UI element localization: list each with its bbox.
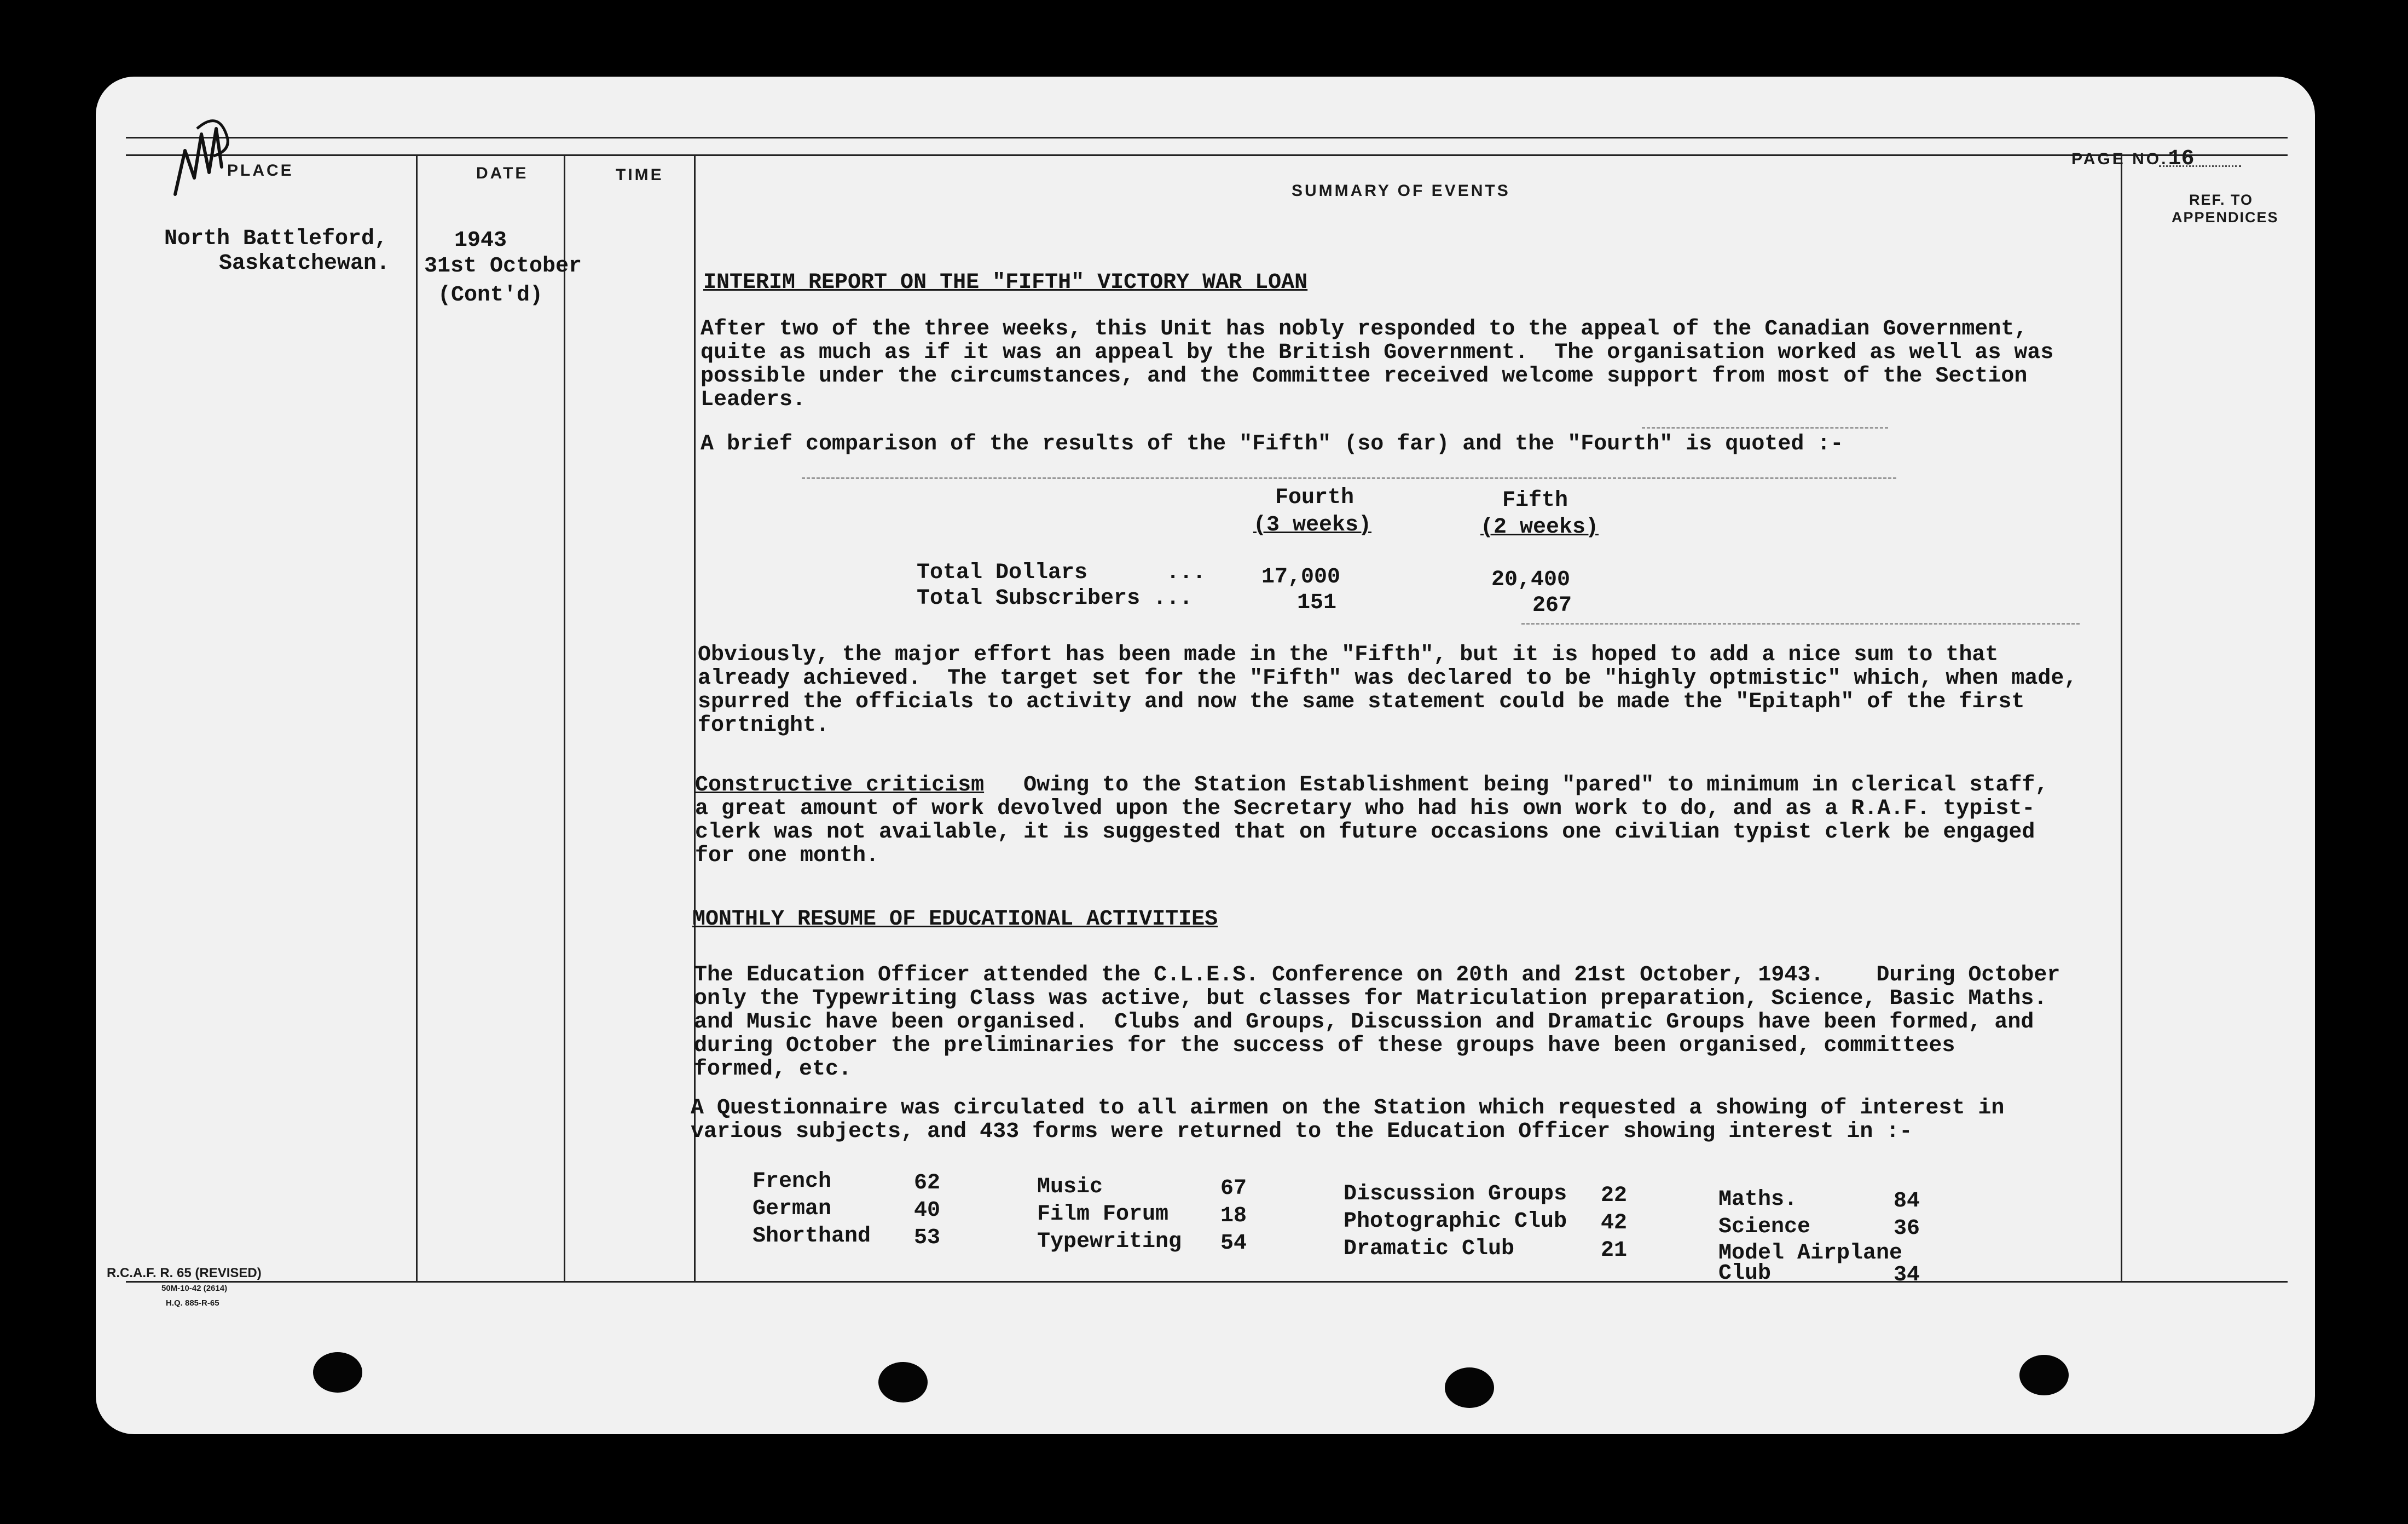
place-line1: North Battleford, [164, 227, 388, 251]
column-divider [416, 154, 418, 1281]
interest-name: French [752, 1169, 832, 1194]
interest-count: 36 [1894, 1216, 1920, 1241]
interest-count: 18 [1220, 1204, 1247, 1228]
header-bottom-rule [126, 154, 2288, 156]
table-col1-title: Fourth [1275, 486, 1354, 510]
section2-para2-line: A Questionnaire was circulated to all airmen on the Station which requested a showing of interest in [691, 1096, 2005, 1121]
table-row-label: Total Dollars ... [917, 561, 1206, 585]
column-divider [2121, 154, 2122, 1281]
section1-para3-line: fortnight. [698, 713, 830, 738]
footer-rule [126, 1281, 2288, 1283]
criticism-line: a great amount of work devolved upon the Secretary who had his own work to do, and as a R.A.F. typist- [695, 796, 2035, 821]
header-date: DATE [476, 164, 529, 182]
interest-name: Model Airplane [1718, 1241, 1903, 1266]
header-place: PLACE [227, 161, 294, 180]
criticism-heading: Constructive criticism [695, 773, 985, 798]
date-day: 31st October [424, 254, 582, 279]
section2-title: MONTHLY RESUME OF EDUCATIONAL ACTIVITIES [692, 907, 1218, 932]
place-line2: Saskatchewan. [219, 251, 390, 276]
criticism-line-1 [695, 773, 2048, 797]
header-summary: SUMMARY OF EVENTS [1292, 182, 1510, 200]
faint-dashed-mark [1642, 427, 1888, 429]
date-year: 1943 [454, 228, 507, 253]
interest-name: Shorthand [752, 1224, 871, 1249]
table-col2-sub: (2 weeks) [1480, 515, 1599, 540]
form-id-line1: R.C.A.F. R. 65 (REVISED) [107, 1266, 262, 1280]
interest-name: Discussion Groups [1344, 1182, 1567, 1206]
table-col2-title: Fifth [1502, 488, 1568, 513]
interest-name: Photographic Club [1344, 1209, 1567, 1234]
handwritten-initials [164, 112, 235, 200]
table-col1-sub: (3 weeks) [1253, 513, 1372, 538]
header-top-rule [126, 137, 2288, 138]
header-ref-line2: APPENDICES [2172, 209, 2279, 226]
interest-count: 34 [1894, 1263, 1920, 1288]
section1-para2: A brief comparison of the results of the "Fifth" (so far) and the "Fourth" is quoted :- [701, 432, 1844, 457]
date-note: (Cont'd) [438, 283, 543, 308]
section1-para3-line: spurred the officials to activity and now the same statement could be made the "Epitaph" of the first [698, 690, 2025, 714]
table-row-fourth: 151 [1297, 591, 1337, 615]
column-divider [564, 154, 565, 1281]
table-row-fourth: 17,000 [1261, 565, 1341, 590]
section2-para1-line: during October the preliminaries for the success of these groups have been organised, committees [694, 1034, 1955, 1058]
form-id-line3: H.Q. 885-R-65 [166, 1298, 219, 1308]
punch-hole [878, 1362, 928, 1402]
form-id-line2: 50M-10-42 (2614) [161, 1284, 228, 1293]
interest-count: 54 [1220, 1231, 1247, 1256]
interest-count: 22 [1601, 1184, 1628, 1208]
interest-count: 84 [1894, 1189, 1920, 1214]
table-row-fifth: 20,400 [1491, 568, 1571, 592]
page-number-label: PAGE NO.16 [2071, 147, 2195, 171]
interest-name: Film Forum [1037, 1202, 1169, 1227]
section1-para1-line: quite as much as if it was an appeal by the British Government. The organisation worked as well as was [701, 340, 2054, 365]
section2-para1-line: and Music have been organised. Clubs and Groups, Discussion and Dramatic Groups have been formed, and [694, 1010, 2034, 1035]
page-number: 16 [2168, 147, 2195, 171]
page-number-line [2159, 165, 2241, 167]
section1-para3-line: already achieved. The target set for the "Fifth" was declared to be "highly optmistic" which, when made, [698, 666, 2077, 691]
interest-name: Science [1718, 1215, 1811, 1239]
section2-para1-line: The Education Officer attended the C.L.E.S. Conference on 20th and 21st October, 1943. During October [694, 963, 2060, 988]
interest-count: 62 [914, 1171, 941, 1196]
criticism-line: clerk was not available, it is suggested that on future occasions one civilian typist clerk be engaged [695, 820, 2035, 845]
section2-para1-line: formed, etc. [694, 1057, 852, 1082]
section1-para1-line: After two of the three weeks, this Unit has nobly responded to the appeal of the Canadian Government, [701, 317, 2028, 342]
section2-para1-line: only the Typewriting Class was active, but classes for Matriculation preparation, Science, Basic Maths. [694, 986, 2047, 1011]
section1-para1-line: possible under the circumstances, and the Committee received welcome support from most of the Section [701, 364, 2028, 389]
criticism-text: Owing to the Station Establishment being "pared" to minimum in clerical staff, [984, 773, 2048, 798]
table-row-fifth: 267 [1532, 593, 1572, 618]
interest-name: Maths. [1718, 1187, 1798, 1212]
interest-name-cont: Club [1718, 1261, 1772, 1286]
interest-count: 21 [1601, 1238, 1628, 1263]
section1-para3-line: Obviously, the major effort has been made in the "Fifth", but it is hoped to add a nice sum to that [698, 643, 1999, 667]
header-time: TIME [616, 166, 664, 184]
header-ref-line1: REF. TO [2189, 192, 2254, 208]
interest-count: 53 [914, 1226, 941, 1250]
table-row-label: Total Subscribers ... [917, 586, 1193, 611]
interest-name: Typewriting [1037, 1229, 1182, 1254]
interest-name: Dramatic Club [1344, 1237, 1515, 1261]
interest-count: 42 [1601, 1211, 1628, 1236]
punch-hole [1445, 1367, 1494, 1408]
interest-count: 40 [914, 1198, 941, 1223]
faint-dashed-mark [1521, 623, 2080, 625]
section1-para1-line: Leaders. [701, 388, 806, 412]
interest-count: 67 [1220, 1176, 1247, 1201]
interest-name: German [752, 1197, 832, 1221]
faint-dashed-mark [802, 477, 1896, 479]
interest-name: Music [1037, 1175, 1103, 1199]
criticism-line: for one month. [695, 844, 879, 868]
punch-hole [2019, 1355, 2069, 1395]
punch-hole [313, 1352, 362, 1393]
section1-title: INTERIM REPORT ON THE "FIFTH" VICTORY WAR LOAN [703, 270, 1308, 295]
section2-para2-line: various subjects, and 433 forms were returned to the Education Officer showing interest in :- [691, 1119, 1913, 1144]
